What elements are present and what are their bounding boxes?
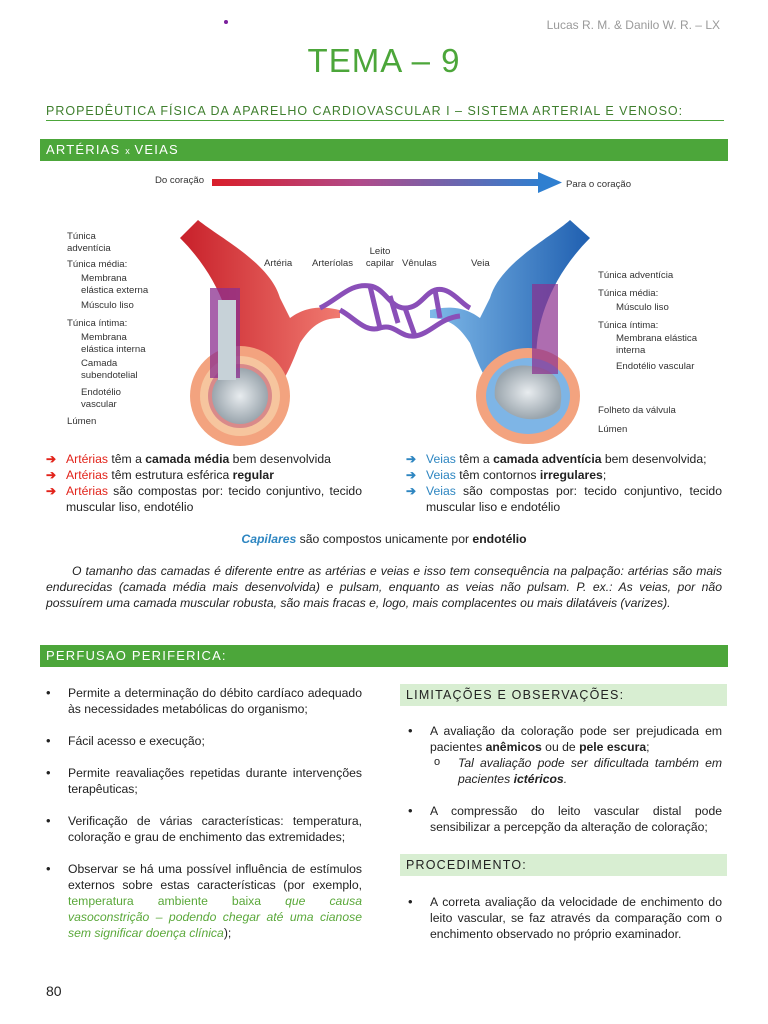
vein-post: ; — [602, 468, 607, 482]
label-membrana-interna-left: Membrana elástica interna — [81, 332, 146, 355]
right-arrow-icon: ➔ — [46, 452, 57, 466]
item-text: A avaliação da coloração pode ser prejudicada em pacientes — [430, 724, 722, 754]
label-endotelio-left: Endotélio vascular — [81, 387, 122, 410]
label-tunica-adventicia-left: Túnica adventícia — [67, 231, 111, 254]
page-subtitle: PROPEDÊUTICA FÍSICA DA APARELHO CARDIOVASCULAR I – SISTEMA ARTERIAL E VENOSO: — [46, 104, 724, 121]
artery-post: bem desenvolvida — [229, 452, 331, 466]
list-item — [44, 861, 362, 941]
procedure-list — [406, 894, 722, 942]
label-folheto-valvula: Folheto da válvula — [598, 405, 676, 416]
label-lumen-right: Lúmen — [598, 424, 628, 435]
label-membrana-interna-right: Membrana elástica interna — [616, 333, 698, 356]
capillaries-line — [0, 531, 768, 547]
bar-text-1: ARTÉRIAS — [46, 142, 126, 157]
artery-vein-figure — [40, 168, 728, 448]
artery-item — [46, 451, 362, 467]
vein-item — [406, 483, 722, 515]
artery-text: têm a — [108, 452, 146, 466]
label-tunica-intima-left: Túnica íntima: — [67, 318, 128, 329]
veins-list — [406, 451, 722, 515]
capillaries-term: Capilares — [241, 532, 297, 546]
item-text: ; — [646, 740, 650, 754]
capillaries-bold: endotélio — [472, 532, 527, 546]
artery-term: Artérias — [66, 468, 108, 482]
artery-term: Artérias — [66, 452, 108, 466]
perfusion-list — [44, 685, 362, 941]
right-arrow-icon: ➔ — [46, 484, 57, 498]
right-arrow-icon: ➔ — [406, 484, 417, 498]
artery-bold: regular — [232, 468, 274, 482]
label-lumen-left: Lúmen — [67, 416, 97, 427]
vein-term: Veias — [426, 452, 456, 466]
bar-text-2: VEIAS — [129, 142, 179, 157]
label-venulas: Vênulas — [402, 258, 437, 269]
list-item — [406, 723, 722, 755]
author-header: Lucas R. M. & Danilo W. R. – LX — [546, 18, 720, 32]
procedure-heading: PROCEDIMENTO: — [400, 854, 727, 876]
vein-post: bem desenvolvida; — [601, 452, 707, 466]
vein-bold: camada adventícia — [493, 452, 602, 466]
label-camada-subendotelial: Camada subendotelial — [81, 358, 138, 381]
right-arrow-icon: ➔ — [46, 468, 57, 482]
item-bold-italic: ictéricos — [513, 772, 564, 786]
limitations-heading: LIMITAÇÕES E OBSERVAÇÕES: — [400, 684, 727, 706]
list-item: • Permite reavaliações repetidas durante intervenções terapêuticas; — [44, 765, 362, 797]
vein-term: Veias — [426, 468, 456, 482]
item-text: Observar se há uma possível influência de estímulos externos sobre estas características (por exemplo, — [68, 862, 362, 892]
circle-bullet-icon: o — [434, 756, 441, 768]
limitations-list — [406, 723, 722, 835]
flow-arrow-head — [538, 172, 562, 193]
list-item: • Fácil acesso e execução; — [44, 733, 362, 749]
layers-paragraph: O tamanho das camadas é diferente entre as artérias e veias e isso tem consequência na palpação: artérias são mais endurecidas (camada média mais desenvolvida) e pulsam, enquanto as veias não pulsam. P. ex.: As veias, por não possuírem uma camada muscular robusta, são mais fracas e, logo, mais complacentes ou mais dilatáveis (varizes). — [46, 564, 722, 610]
item-italic: Tal avaliação pode ser dificultada também em pacientes — [458, 756, 722, 786]
list-item: • A correta avaliação da velocidade de enchimento do leito vascular, se faz através da comparação com o enchimento observado no próprio examinador. — [406, 894, 722, 942]
list-item: • Verificação de várias características: temperatura, coloração e grau de enchimento das extremidades; — [44, 813, 362, 845]
label-tunica-media-left: Túnica média: — [67, 259, 128, 270]
vein-item — [406, 467, 722, 483]
flow-arrow-bar — [212, 179, 542, 186]
label-musculo-liso-right: Músculo liso — [616, 302, 669, 313]
capillaries-text: são compostos unicamente por — [296, 532, 473, 546]
label-flow-right: Para o coração — [566, 179, 632, 190]
bullet-dot-icon — [224, 20, 228, 24]
bar-text-x: x — [125, 146, 130, 156]
label-arteriolas: Arteríolas — [312, 258, 354, 269]
label-veia: Veia — [471, 258, 490, 269]
vein-bold: irregulares — [539, 468, 603, 482]
arteries-list — [46, 451, 362, 515]
artery-item — [46, 483, 362, 515]
artery-text: são compostas por: tecido conjuntivo, tecido muscular liso, endotélio — [66, 484, 362, 514]
vein-text: são compostas por: tecido conjuntivo, tecido muscular liso e endotélio — [426, 484, 722, 514]
right-arrow-icon: ➔ — [406, 452, 417, 466]
label-musculo-liso-left: Músculo liso — [81, 300, 134, 311]
green-italic-text: que causa vasoconstrição – podendo chegar até uma cianose sem significar doença clínica — [68, 894, 362, 940]
label-membrana-externa: Membrana elástica externa — [81, 273, 149, 296]
sub-list-item — [406, 755, 722, 787]
label-endotelio-right: Endotélio vascular — [616, 361, 695, 372]
item-text: ou de — [541, 740, 580, 754]
list-item: • A compressão do leito vascular distal pode sensibilizar a percepção da alteração de coloração; — [406, 803, 722, 835]
artery-term: Artérias — [66, 484, 108, 498]
artery-bold: camada média — [145, 452, 230, 466]
label-tunica-intima-right: Túnica íntima: — [598, 320, 659, 331]
label-leito-capilar: Leito capilar — [365, 246, 395, 269]
artery-text: têm estrutura esférica — [108, 468, 233, 482]
label-arteria: Artéria — [264, 258, 293, 269]
list-item: • Permite a determinação do débito cardíaco adequado às necessidades metabólicas do organismo; — [44, 685, 362, 717]
item-bold: pele escura — [579, 740, 647, 754]
section-bar-arteries-veins — [40, 139, 728, 161]
label-flow-left: Do coração — [155, 175, 205, 186]
green-text: temperatura ambiente baixa — [68, 894, 262, 908]
label-tunica-media-right: Túnica média: — [598, 288, 659, 299]
item-bold: anêmicos — [485, 740, 542, 754]
label-tunica-adventicia-right: Túnica adventícia — [598, 270, 674, 281]
page-number: 80 — [46, 983, 62, 999]
item-post: ); — [223, 926, 232, 940]
page-title: TEMA – 9 — [307, 42, 461, 79]
item-italic: . — [563, 772, 568, 786]
vein-term: Veias — [426, 484, 456, 498]
vein-item — [406, 451, 722, 467]
vein-text: têm contornos — [455, 468, 540, 482]
section-bar-perfusion: PERFUSAO PERIFERICA: — [40, 645, 728, 667]
vein-text: têm a — [455, 452, 494, 466]
right-arrow-icon: ➔ — [406, 468, 417, 482]
artery-item — [46, 467, 362, 483]
